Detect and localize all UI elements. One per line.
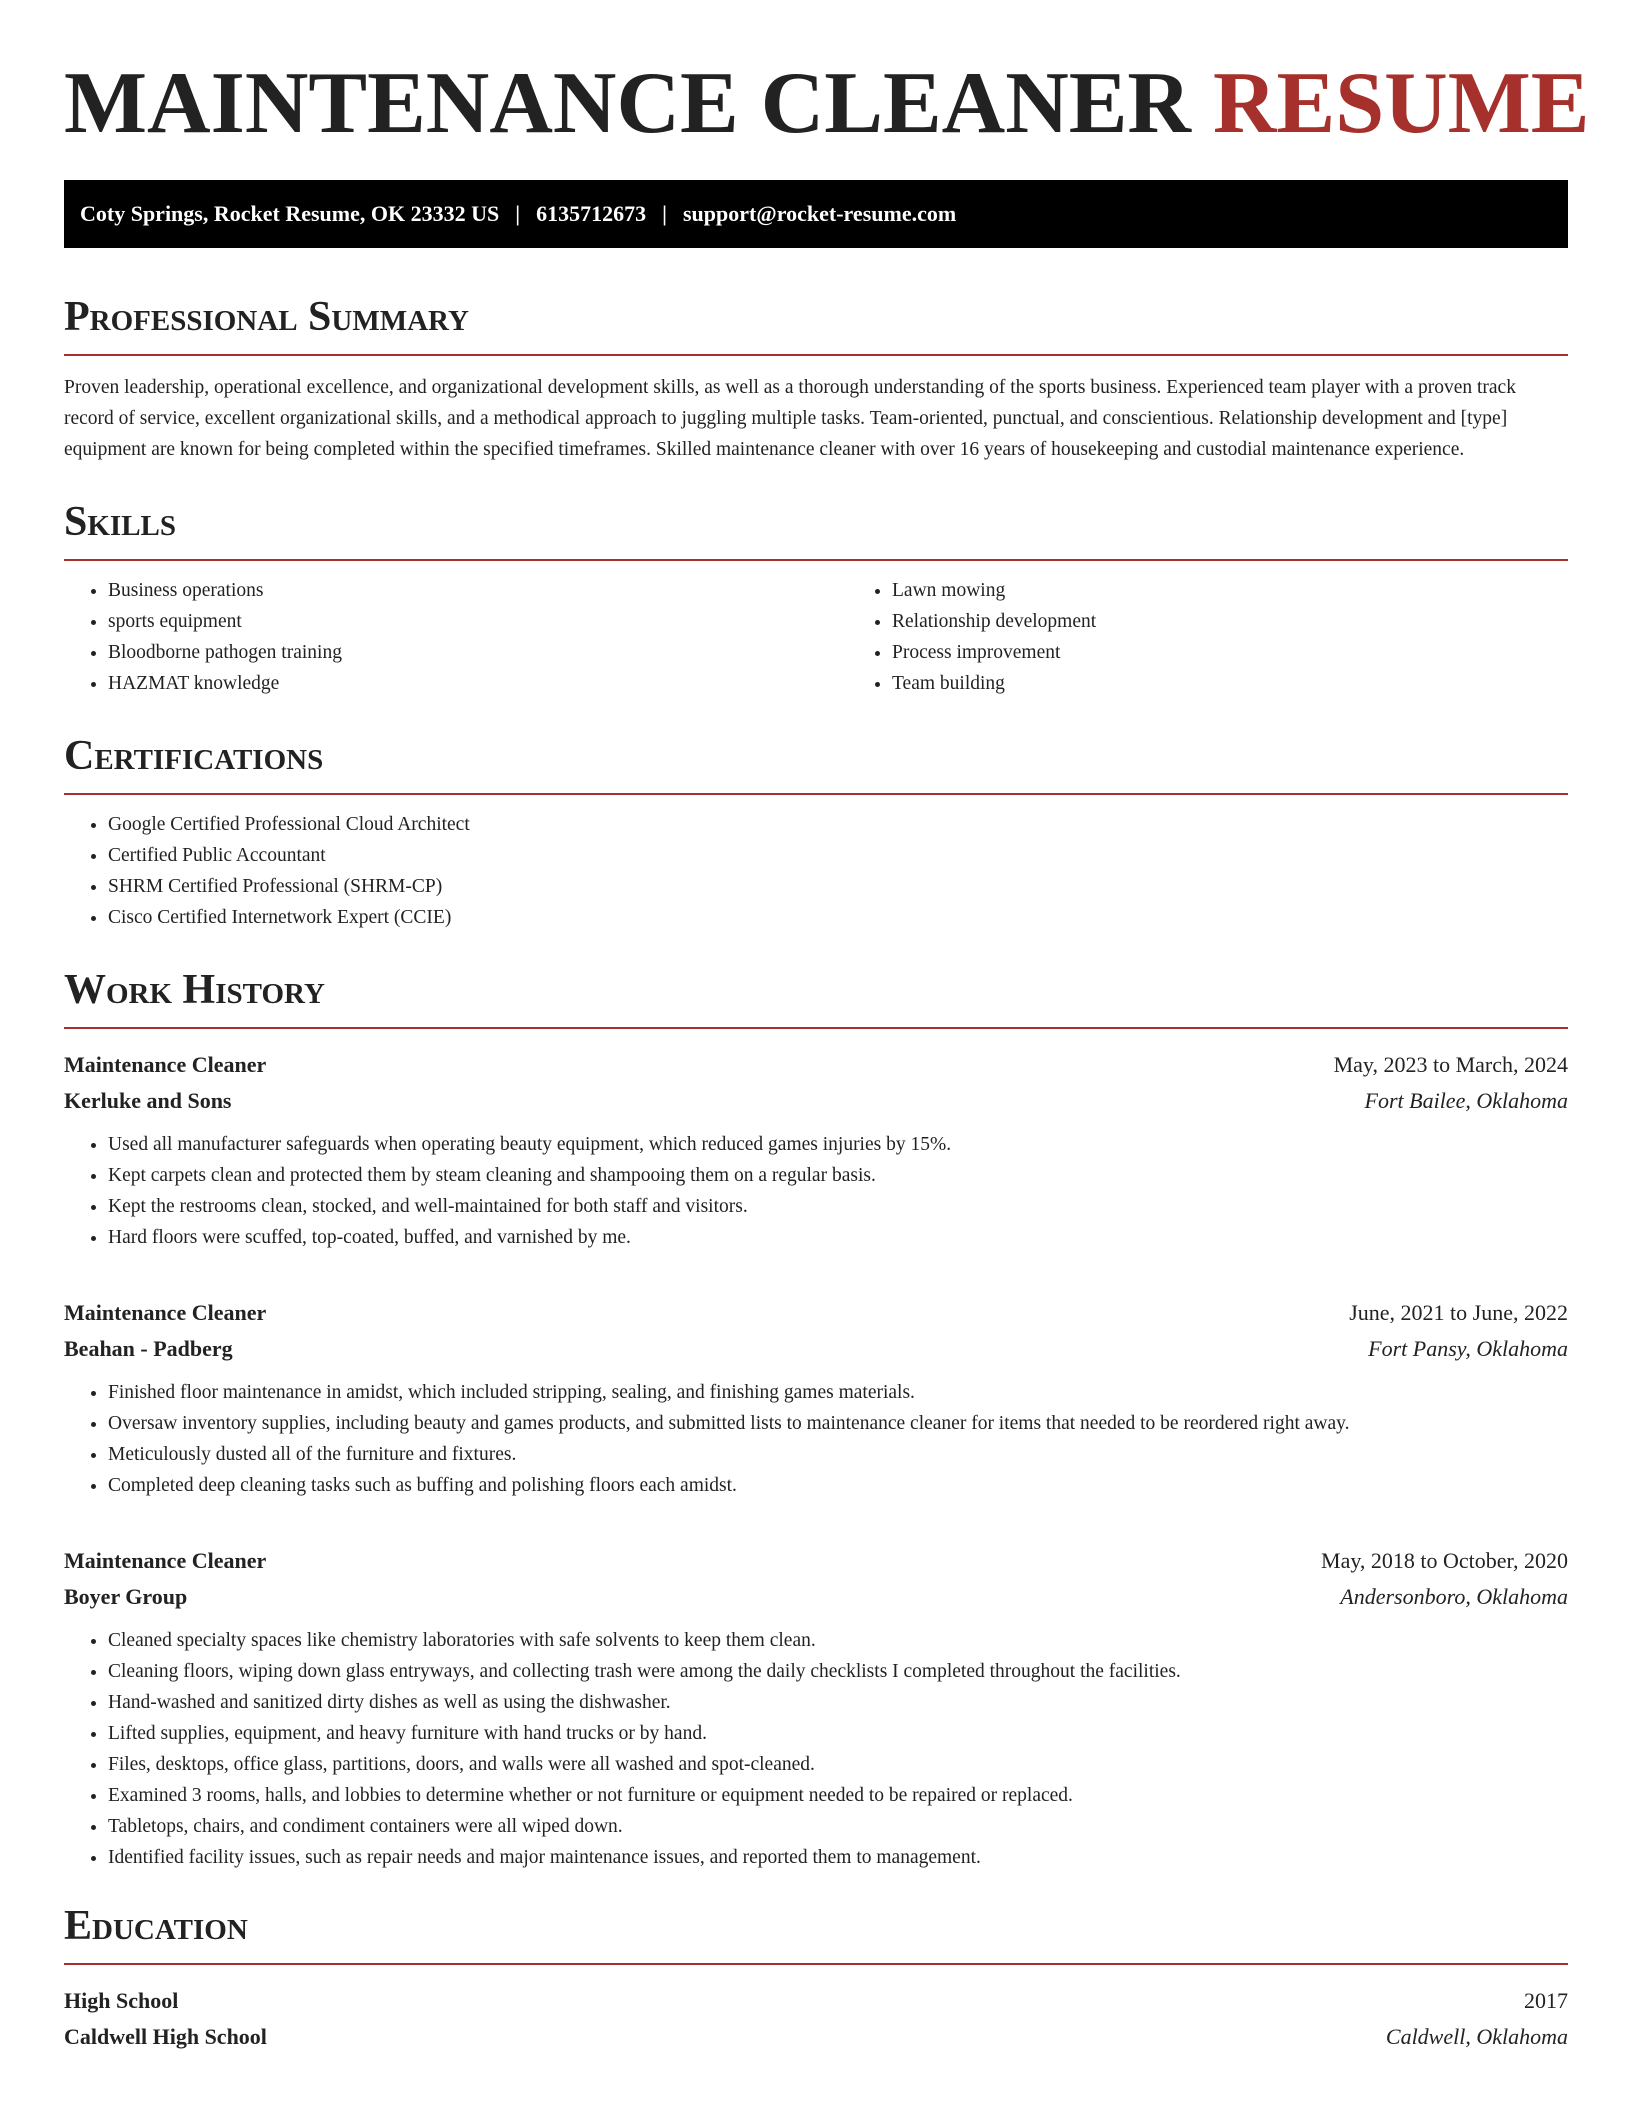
certifications-heading: Certifications: [64, 731, 1568, 795]
education-degree: High School: [64, 1988, 179, 2013]
job-dates: June, 2021 to June, 2022: [1349, 1300, 1568, 1325]
job-duties-list: [64, 1625, 1568, 1873]
skills-heading: Skills: [64, 497, 1568, 561]
resume-title: [64, 55, 1590, 152]
job-duty: • Lifted supplies, equipment, and heavy furniture with hand trucks or by hand.: [108, 1718, 1568, 1749]
education-header-row: [64, 1983, 1568, 2019]
job-duty: • Kept carpets clean and protected them by steam cleaning and shampooing them on a regular basis.: [108, 1160, 1568, 1191]
job-duties-list: [64, 1129, 1568, 1253]
skill-item: • Process improvement: [892, 637, 1568, 668]
skill-item: • Lawn mowing: [892, 575, 1568, 606]
job-header-row: [64, 1543, 1568, 1579]
work-history-heading: Work History: [64, 965, 1568, 1029]
skills-columns: [64, 561, 1568, 699]
job-header-row: [64, 1295, 1568, 1331]
education-entry: [64, 1983, 1568, 2055]
job-company: Beahan - Padberg: [64, 1336, 233, 1361]
certification-item: • Cisco Certified Internetwork Expert (CCIE): [108, 902, 1568, 933]
contact-email: support@rocket-resume.com: [682, 201, 957, 226]
certification-item: • Certified Public Accountant: [108, 840, 1568, 871]
certifications-section: [64, 731, 1568, 933]
skills-list-left: [64, 575, 848, 699]
education-location: Caldwell, Oklahoma: [1385, 2024, 1568, 2049]
job-location: Fort Pansy, Oklahoma: [1368, 1336, 1568, 1361]
summary-heading: Professional Summary: [64, 292, 1568, 356]
job-title: Maintenance Cleaner: [64, 1300, 267, 1325]
job-company: Boyer Group: [64, 1584, 188, 1609]
job-duty: • Cleaned specialty spaces like chemistry laboratories with safe solvents to keep them clean.: [108, 1625, 1568, 1656]
resume-title-accent: RESUME: [1212, 55, 1590, 152]
contact-separator: |: [662, 201, 667, 226]
skill-item: • Relationship development: [892, 606, 1568, 637]
contact-separator: |: [515, 201, 521, 226]
job-dates: May, 2018 to October, 2020: [1321, 1548, 1568, 1573]
job-duty: • Finished floor maintenance in amidst, which included stripping, sealing, and finishing games materials.: [108, 1377, 1568, 1408]
job-duty: • Tabletops, chairs, and condiment containers were all wiped down.: [108, 1811, 1568, 1842]
skill-item: • sports equipment: [108, 606, 848, 637]
job-duty: • Completed deep cleaning tasks such as buffing and polishing floors each amidst.: [108, 1470, 1568, 1501]
job-header-row: [64, 1047, 1568, 1083]
resume-title-main: MAINTENANCE CLEANER: [64, 55, 1191, 152]
job-entry: [64, 1543, 1568, 1873]
education-school: Caldwell High School: [64, 2024, 267, 2049]
job-entry: [64, 1295, 1568, 1501]
job-location: Fort Bailee, Oklahoma: [1364, 1088, 1568, 1113]
education-year: 2017: [1524, 1988, 1568, 2013]
job-duty: • Files, desktops, office glass, partitions, doors, and walls were all washed and spot-cleaned.: [108, 1749, 1568, 1780]
certifications-list: [64, 809, 1568, 933]
job-dates: May, 2023 to March, 2024: [1333, 1052, 1568, 1077]
job-company: Kerluke and Sons: [64, 1088, 232, 1113]
job-duty: • Examined 3 rooms, halls, and lobbies to determine whether or not furniture or equipment needed to be repaired or replaced.: [108, 1780, 1568, 1811]
job-duty: • Kept the restrooms clean, stocked, and well-maintained for both staff and visitors.: [108, 1191, 1568, 1222]
job-duty: • Meticulously dusted all of the furniture and fixtures.: [108, 1439, 1568, 1470]
education-school-row: [64, 2019, 1568, 2055]
job-duty: • Hard floors were scuffed, top-coated, buffed, and varnished by me.: [108, 1222, 1568, 1253]
skills-list-right: [848, 575, 1568, 699]
certification-item: • SHRM Certified Professional (SHRM-CP): [108, 871, 1568, 902]
job-duty: • Hand-washed and sanitized dirty dishes as well as using the dishwasher.: [108, 1687, 1568, 1718]
job-entry: [64, 1047, 1568, 1253]
job-location: Andersonboro, Oklahoma: [1340, 1584, 1568, 1609]
contact-address: Coty Springs, Rocket Resume, OK 23332 US: [80, 201, 500, 226]
job-company-row: [64, 1331, 1568, 1367]
education-heading: Education: [64, 1901, 1568, 1965]
job-title: Maintenance Cleaner: [64, 1052, 267, 1077]
skills-section: [64, 497, 1568, 699]
certification-item: • Google Certified Professional Cloud Architect: [108, 809, 1568, 840]
skill-item: • HAZMAT knowledge: [108, 668, 848, 699]
skill-item: • Business operations: [108, 575, 848, 606]
contact-phone: 6135712673: [536, 201, 647, 226]
work-history-section: [64, 965, 1568, 1873]
job-title: Maintenance Cleaner: [64, 1548, 267, 1573]
skill-item: • Bloodborne pathogen training: [108, 637, 848, 668]
job-company-row: [64, 1083, 1568, 1119]
job-duties-list: [64, 1377, 1568, 1501]
education-section: [64, 1901, 1568, 2055]
job-company-row: [64, 1579, 1568, 1615]
summary-text: Proven leadership, operational excellence, and organizational development skills, as well as a thorough understanding of the sports business. Experienced team player with a proven track record of service, excellent organizational skills, and a methodical approach to juggling multiple tasks. Team-oriented, punctual, and conscientious. Relationship development and [type] equipment are known for being completed within the specified timeframes. Skilled maintenance cleaner with over 16 years of housekeeping and custodial maintenance experience.: [64, 377, 1516, 460]
skill-item: • Team building: [892, 668, 1568, 699]
summary-section: [64, 292, 1568, 465]
contact-bar: [64, 180, 1568, 248]
job-duty: • Used all manufacturer safeguards when operating beauty equipment, which reduced games injuries by 15%.: [108, 1129, 1568, 1160]
job-duty: • Oversaw inventory supplies, including beauty and games products, and submitted lists to maintenance cleaner for items that needed to be reordered right away.: [108, 1408, 1568, 1439]
job-duty: • Cleaning floors, wiping down glass entryways, and collecting trash were among the daily checklists I completed throughout the facilities.: [108, 1656, 1568, 1687]
job-duty: • Identified facility issues, such as repair needs and major maintenance issues, and reported them to management.: [108, 1842, 1568, 1873]
